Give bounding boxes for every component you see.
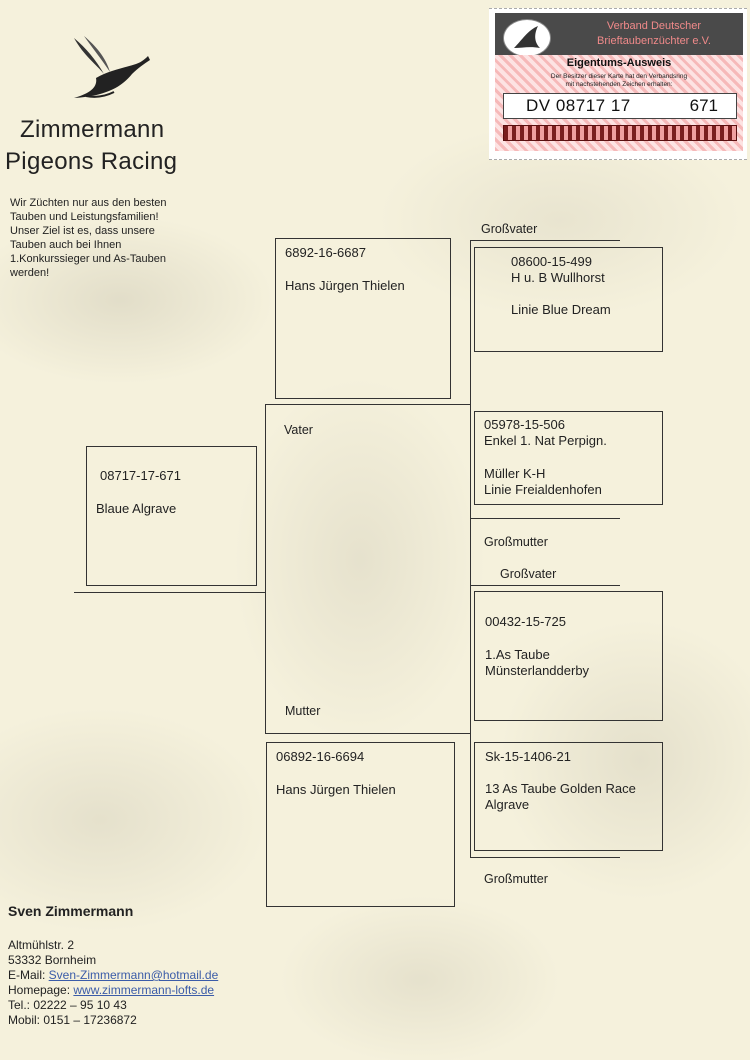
subject-connector xyxy=(74,592,266,593)
stamp-org-name xyxy=(565,19,743,49)
intro-line: werden! xyxy=(10,267,50,279)
contact-email-label: E-Mail: xyxy=(8,968,49,982)
stamp-header xyxy=(495,13,743,55)
stamp-seal-icon xyxy=(503,19,551,57)
mutter-box xyxy=(266,742,455,907)
gm1-line1: Enkel 1. Nat Perpign. xyxy=(484,433,607,448)
grossmutter-box-2 xyxy=(474,742,663,851)
contact-mobil: Mobil: 0151 – 17236872 xyxy=(8,1013,137,1027)
gm1-line3: Linie Freialdenhofen xyxy=(484,482,602,497)
gv1-ring: 08600-15-499 xyxy=(511,254,592,269)
vater-box xyxy=(275,238,451,399)
grossmutter-box-1 xyxy=(474,411,663,505)
dove-icon xyxy=(66,34,154,104)
stamp-small-line2: mit nachstehenden Zeichen erhalten: xyxy=(565,81,673,88)
subject-ring: 08717-17-671 xyxy=(100,468,181,483)
gv1-breeder: H u. B Wullhorst xyxy=(511,270,605,285)
grossvater-box-1 xyxy=(474,247,663,352)
mutter-label: Mutter xyxy=(285,704,321,718)
gv1-line: Linie Blue Dream xyxy=(511,302,611,317)
contact-homepage-label: Homepage: xyxy=(8,983,74,997)
contact-name: Sven Zimmermann xyxy=(8,903,134,919)
contact-homepage-link[interactable]: www.zimmermann-lofts.de xyxy=(73,983,215,997)
vater-breeder: Hans Jürgen Thielen xyxy=(285,278,405,293)
contact-street: Altmühlstr. 2 xyxy=(8,938,75,952)
contact-city: 53332 Bornheim xyxy=(8,953,97,967)
intro-text xyxy=(10,196,200,280)
grossmutter-label-1: Großmutter xyxy=(484,535,548,549)
logo-title-line1: Zimmermann xyxy=(20,116,165,143)
gv2-line1: 1.As Taube xyxy=(485,647,550,662)
grossmutter-label-2: Großmutter xyxy=(484,872,548,886)
grossvater-box-2 xyxy=(474,591,663,721)
grandparent-line xyxy=(470,857,620,858)
vater-ring: 6892-16-6687 xyxy=(285,245,366,260)
parent-frame xyxy=(265,404,471,734)
vater-label: Vater xyxy=(284,423,313,437)
gv2-line2: Münsterlandderby xyxy=(485,663,590,678)
grandparent-line xyxy=(470,518,620,519)
grossvater-label-2: Großvater xyxy=(500,567,557,581)
gm1-ring: 05978-15-506 xyxy=(484,417,565,432)
gv2-ring: 00432-15-725 xyxy=(485,614,566,629)
stamp-ring-prefix: DV 08717 17 xyxy=(526,96,631,115)
mutter-ring: 06892-16-6694 xyxy=(276,749,365,764)
gm1-line2: Müller K-H xyxy=(484,466,546,481)
stamp-body xyxy=(495,55,743,151)
intro-line: 1.Konkurssieger und As-Tauben xyxy=(10,253,166,265)
subject-name: Blaue Algrave xyxy=(96,501,177,516)
stamp-title: Eigentums-Ausweis xyxy=(566,57,672,69)
contact-email-row xyxy=(8,968,218,983)
grandparent-connector-top xyxy=(470,240,471,518)
gm2-ring: Sk-15-1406-21 xyxy=(485,749,571,764)
subject-box xyxy=(86,446,257,586)
stamp-org-line2: Brieftaubenzüchter e.V. xyxy=(597,35,711,47)
stamp-org-line1: Verband Deutscher xyxy=(606,20,702,32)
intro-line: Wir Züchten nur aus den besten xyxy=(10,197,167,209)
gm2-line2: Algrave xyxy=(485,797,530,812)
contact-homepage-row xyxy=(8,983,214,998)
grandparent-line xyxy=(470,585,620,586)
contact-email-link[interactable]: Sven-Zimmermann@hotmail.de xyxy=(48,968,219,982)
stamp-pattern xyxy=(503,125,737,141)
contact-tel: Tel.: 02222 – 95 10 43 xyxy=(8,998,127,1012)
grossvater-label-1: Großvater xyxy=(481,222,538,236)
stamp-small-text xyxy=(495,73,743,89)
logo-title-line2: Pigeons Racing xyxy=(5,148,178,175)
mutter-breeder: Hans Jürgen Thielen xyxy=(276,782,396,797)
grandparent-connector-bottom xyxy=(470,585,471,857)
stamp-ring-suffix: 671 xyxy=(689,96,718,115)
stamp-ring-number xyxy=(503,93,737,119)
ownership-stamp xyxy=(489,8,747,160)
stamp-small-line1: Der Besitzer dieser Karte hat den Verbandsring xyxy=(550,73,688,80)
intro-line: Tauben und Leistungsfamilien! xyxy=(10,211,159,223)
gm2-line1: 13 As Taube Golden Race xyxy=(485,781,636,796)
intro-line: Unser Ziel ist es, dass unsere xyxy=(10,225,155,237)
grandparent-line xyxy=(470,240,620,241)
intro-line: Tauben auch bei Ihnen xyxy=(10,239,122,251)
